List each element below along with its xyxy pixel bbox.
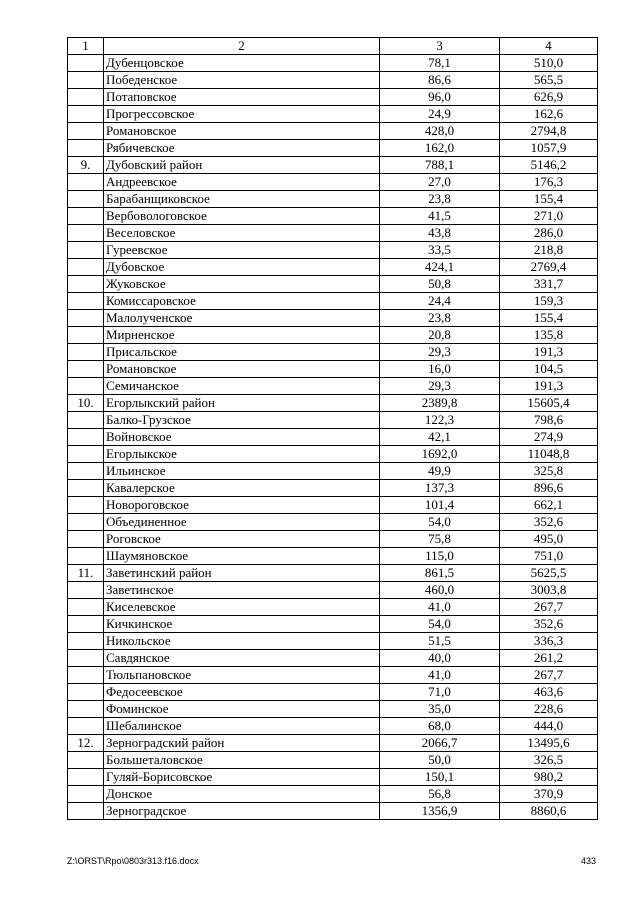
settlement-name-cell: Победенское xyxy=(104,72,380,89)
table-row xyxy=(68,378,598,395)
value-col4-cell: 2769,4 xyxy=(500,259,598,276)
row-number-cell xyxy=(68,55,104,72)
value-col3-cell: 1692,0 xyxy=(380,446,500,463)
table-row xyxy=(68,735,598,752)
value-col4-cell: 228,6 xyxy=(500,701,598,718)
settlement-name-cell: Заветинское xyxy=(104,582,380,599)
value-col4-cell: 8860,6 xyxy=(500,803,598,820)
table-row xyxy=(68,531,598,548)
value-col3-cell: 75,8 xyxy=(380,531,500,548)
settlement-name-cell: Кичкинское xyxy=(104,616,380,633)
footer-page-number: 433 xyxy=(580,856,596,866)
value-col4-cell: 352,6 xyxy=(500,616,598,633)
value-col3-cell: 50,0 xyxy=(380,752,500,769)
row-number-cell xyxy=(68,752,104,769)
settlement-name-cell: Андреевское xyxy=(104,174,380,191)
settlement-name-cell: Гуляй-Борисовское xyxy=(104,769,380,786)
settlement-name-cell: Федосеевское xyxy=(104,684,380,701)
row-number-cell xyxy=(68,208,104,225)
row-number-cell xyxy=(68,616,104,633)
settlement-name-cell: Донское xyxy=(104,786,380,803)
settlement-name-cell: Войновское xyxy=(104,429,380,446)
footer-file-path: Z:\ORST\Rpo\0803r313.f16.docx xyxy=(67,856,199,866)
value-col4-cell: 159,3 xyxy=(500,293,598,310)
row-number-cell xyxy=(68,89,104,106)
row-number-cell: 9. xyxy=(68,157,104,174)
value-col4-cell: 1057,9 xyxy=(500,140,598,157)
value-col3-cell: 29,3 xyxy=(380,378,500,395)
value-col4-cell: 271,0 xyxy=(500,208,598,225)
row-number-cell xyxy=(68,72,104,89)
row-number-cell: 10. xyxy=(68,395,104,412)
value-col4-cell: 980,2 xyxy=(500,769,598,786)
value-col4-cell: 155,4 xyxy=(500,191,598,208)
table-row xyxy=(68,497,598,514)
value-col4-cell: 331,7 xyxy=(500,276,598,293)
value-col3-cell: 41,0 xyxy=(380,667,500,684)
settlement-name-cell: Малолученское xyxy=(104,310,380,327)
settlement-name-cell: Ильинское xyxy=(104,463,380,480)
value-col3-cell: 20,8 xyxy=(380,327,500,344)
table-row xyxy=(68,429,598,446)
value-col3-cell: 162,0 xyxy=(380,140,500,157)
value-col3-cell: 424,1 xyxy=(380,259,500,276)
settlement-name-cell: Романовское xyxy=(104,123,380,140)
table-row xyxy=(68,276,598,293)
table-row xyxy=(68,480,598,497)
value-col3-cell: 78,1 xyxy=(380,55,500,72)
value-col4-cell: 463,6 xyxy=(500,684,598,701)
value-col3-cell: 150,1 xyxy=(380,769,500,786)
settlement-name-cell: Веселовское xyxy=(104,225,380,242)
settlement-name-cell: Никольское xyxy=(104,633,380,650)
row-number-cell xyxy=(68,531,104,548)
settlement-name-cell: Прогрессовское xyxy=(104,106,380,123)
table-row xyxy=(68,446,598,463)
table-row xyxy=(68,786,598,803)
value-col3-cell: 42,1 xyxy=(380,429,500,446)
value-col3-cell: 2066,7 xyxy=(380,735,500,752)
row-number-cell xyxy=(68,378,104,395)
row-number-cell xyxy=(68,327,104,344)
settlement-name-cell: Шаумяновское xyxy=(104,548,380,565)
value-col3-cell: 861,5 xyxy=(380,565,500,582)
table-row xyxy=(68,514,598,531)
table-row xyxy=(68,769,598,786)
value-col3-cell: 122,3 xyxy=(380,412,500,429)
table-row xyxy=(68,72,598,89)
row-number-cell: 12. xyxy=(68,735,104,752)
row-number-cell: 11. xyxy=(68,565,104,582)
value-col4-cell: 261,2 xyxy=(500,650,598,667)
settlement-name-cell: Жуковское xyxy=(104,276,380,293)
value-col3-cell: 54,0 xyxy=(380,616,500,633)
value-col4-cell: 326,5 xyxy=(500,752,598,769)
table-row xyxy=(68,565,598,582)
value-col3-cell: 49,9 xyxy=(380,463,500,480)
table-header-row xyxy=(68,38,598,55)
header-cell-3: 3 xyxy=(380,38,500,55)
value-col3-cell: 460,0 xyxy=(380,582,500,599)
value-col3-cell: 115,0 xyxy=(380,548,500,565)
table-row xyxy=(68,140,598,157)
value-col3-cell: 71,0 xyxy=(380,684,500,701)
settlement-name-cell: Комиссаровское xyxy=(104,293,380,310)
row-number-cell xyxy=(68,412,104,429)
settlement-name-cell: Новороговское xyxy=(104,497,380,514)
row-number-cell xyxy=(68,599,104,616)
value-col4-cell: 135,8 xyxy=(500,327,598,344)
value-col3-cell: 29,3 xyxy=(380,344,500,361)
settlement-name-cell: Егорлыкский район xyxy=(104,395,380,412)
value-col4-cell: 176,3 xyxy=(500,174,598,191)
header-cell-4: 4 xyxy=(500,38,598,55)
row-number-cell xyxy=(68,191,104,208)
table-row xyxy=(68,684,598,701)
settlement-name-cell: Зерноградский район xyxy=(104,735,380,752)
value-col3-cell: 40,0 xyxy=(380,650,500,667)
value-col3-cell: 428,0 xyxy=(380,123,500,140)
table-row xyxy=(68,803,598,820)
settlement-name-cell: Зерноградское xyxy=(104,803,380,820)
value-col3-cell: 96,0 xyxy=(380,89,500,106)
table-row xyxy=(68,548,598,565)
table-row xyxy=(68,259,598,276)
row-number-cell xyxy=(68,786,104,803)
value-col3-cell: 137,3 xyxy=(380,480,500,497)
value-col4-cell: 218,8 xyxy=(500,242,598,259)
table-row xyxy=(68,650,598,667)
row-number-cell xyxy=(68,140,104,157)
value-col3-cell: 16,0 xyxy=(380,361,500,378)
value-col3-cell: 101,4 xyxy=(380,497,500,514)
row-number-cell xyxy=(68,259,104,276)
row-number-cell xyxy=(68,667,104,684)
table-row xyxy=(68,191,598,208)
settlement-name-cell: Дубовское xyxy=(104,259,380,276)
row-number-cell xyxy=(68,123,104,140)
value-col3-cell: 41,0 xyxy=(380,599,500,616)
row-number-cell xyxy=(68,650,104,667)
value-col3-cell: 51,5 xyxy=(380,633,500,650)
table-row xyxy=(68,293,598,310)
settlement-name-cell: Дубенцовское xyxy=(104,55,380,72)
settlement-name-cell: Шебалинское xyxy=(104,718,380,735)
value-col3-cell: 86,6 xyxy=(380,72,500,89)
table-row xyxy=(68,225,598,242)
value-col3-cell: 68,0 xyxy=(380,718,500,735)
table-row xyxy=(68,463,598,480)
row-number-cell xyxy=(68,361,104,378)
settlement-name-cell: Егорлыкское xyxy=(104,446,380,463)
row-number-cell xyxy=(68,293,104,310)
value-col4-cell: 510,0 xyxy=(500,55,598,72)
row-number-cell xyxy=(68,174,104,191)
settlement-name-cell: Дубовский район xyxy=(104,157,380,174)
table-row xyxy=(68,361,598,378)
table-row xyxy=(68,582,598,599)
value-col3-cell: 24,9 xyxy=(380,106,500,123)
row-number-cell xyxy=(68,718,104,735)
row-number-cell xyxy=(68,803,104,820)
row-number-cell xyxy=(68,276,104,293)
value-col4-cell: 15605,4 xyxy=(500,395,598,412)
table-row xyxy=(68,310,598,327)
value-col4-cell: 336,3 xyxy=(500,633,598,650)
row-number-cell xyxy=(68,242,104,259)
table-row xyxy=(68,395,598,412)
value-col4-cell: 798,6 xyxy=(500,412,598,429)
settlement-name-cell: Семичанское xyxy=(104,378,380,395)
table-row xyxy=(68,327,598,344)
value-col3-cell: 33,5 xyxy=(380,242,500,259)
value-col4-cell: 352,6 xyxy=(500,514,598,531)
table-row xyxy=(68,616,598,633)
value-col4-cell: 13495,6 xyxy=(500,735,598,752)
value-col4-cell: 626,9 xyxy=(500,89,598,106)
table-row xyxy=(68,208,598,225)
value-col4-cell: 274,9 xyxy=(500,429,598,446)
settlement-name-cell: Рябичевское xyxy=(104,140,380,157)
value-col3-cell: 23,8 xyxy=(380,191,500,208)
row-number-cell xyxy=(68,429,104,446)
settlement-name-cell: Кавалерское xyxy=(104,480,380,497)
row-number-cell xyxy=(68,684,104,701)
value-col4-cell: 267,7 xyxy=(500,599,598,616)
settlement-name-cell: Гуреевское xyxy=(104,242,380,259)
row-number-cell xyxy=(68,463,104,480)
value-col4-cell: 5625,5 xyxy=(500,565,598,582)
row-number-cell xyxy=(68,582,104,599)
value-col4-cell: 267,7 xyxy=(500,667,598,684)
header-cell-2: 2 xyxy=(104,38,380,55)
row-number-cell xyxy=(68,106,104,123)
row-number-cell xyxy=(68,548,104,565)
value-col3-cell: 1356,9 xyxy=(380,803,500,820)
settlement-name-cell: Большеталовское xyxy=(104,752,380,769)
value-col4-cell: 162,6 xyxy=(500,106,598,123)
value-col4-cell: 325,8 xyxy=(500,463,598,480)
row-number-cell xyxy=(68,769,104,786)
value-col3-cell: 24,4 xyxy=(380,293,500,310)
row-number-cell xyxy=(68,514,104,531)
value-col3-cell: 788,1 xyxy=(380,157,500,174)
value-col3-cell: 50,8 xyxy=(380,276,500,293)
table-row xyxy=(68,599,598,616)
settlement-name-cell: Романовское xyxy=(104,361,380,378)
row-number-cell xyxy=(68,310,104,327)
table-row xyxy=(68,89,598,106)
table-row xyxy=(68,344,598,361)
value-col4-cell: 11048,8 xyxy=(500,446,598,463)
settlement-name-cell: Мирненское xyxy=(104,327,380,344)
table-body xyxy=(68,38,598,820)
table-row xyxy=(68,123,598,140)
value-col4-cell: 191,3 xyxy=(500,378,598,395)
table-row xyxy=(68,106,598,123)
table-row xyxy=(68,752,598,769)
row-number-cell xyxy=(68,480,104,497)
value-col4-cell: 751,0 xyxy=(500,548,598,565)
row-number-cell xyxy=(68,633,104,650)
value-col4-cell: 495,0 xyxy=(500,531,598,548)
settlement-name-cell: Присальское xyxy=(104,344,380,361)
value-col3-cell: 43,8 xyxy=(380,225,500,242)
settlement-name-cell: Тюльпановское xyxy=(104,667,380,684)
value-col3-cell: 27,0 xyxy=(380,174,500,191)
settlement-name-cell: Роговское xyxy=(104,531,380,548)
table-row xyxy=(68,157,598,174)
value-col3-cell: 41,5 xyxy=(380,208,500,225)
header-cell-1: 1 xyxy=(68,38,104,55)
row-number-cell xyxy=(68,701,104,718)
table-row xyxy=(68,718,598,735)
settlement-name-cell: Потаповское xyxy=(104,89,380,106)
table-row xyxy=(68,242,598,259)
table-row xyxy=(68,701,598,718)
value-col4-cell: 191,3 xyxy=(500,344,598,361)
settlement-name-cell: Барабанщиковское xyxy=(104,191,380,208)
settlement-name-cell: Фоминское xyxy=(104,701,380,718)
data-table xyxy=(67,37,598,820)
table-row xyxy=(68,412,598,429)
row-number-cell xyxy=(68,446,104,463)
settlement-name-cell: Вербовологовское xyxy=(104,208,380,225)
value-col3-cell: 2389,8 xyxy=(380,395,500,412)
table-row xyxy=(68,55,598,72)
value-col4-cell: 5146,2 xyxy=(500,157,598,174)
value-col4-cell: 662,1 xyxy=(500,497,598,514)
settlement-name-cell: Савдянское xyxy=(104,650,380,667)
value-col4-cell: 444,0 xyxy=(500,718,598,735)
value-col3-cell: 56,8 xyxy=(380,786,500,803)
table-row xyxy=(68,667,598,684)
settlement-name-cell: Балко-Грузское xyxy=(104,412,380,429)
row-number-cell xyxy=(68,225,104,242)
value-col4-cell: 896,6 xyxy=(500,480,598,497)
value-col3-cell: 23,8 xyxy=(380,310,500,327)
value-col4-cell: 2794,8 xyxy=(500,123,598,140)
value-col4-cell: 3003,8 xyxy=(500,582,598,599)
value-col4-cell: 565,5 xyxy=(500,72,598,89)
value-col3-cell: 54,0 xyxy=(380,514,500,531)
value-col4-cell: 104,5 xyxy=(500,361,598,378)
row-number-cell xyxy=(68,344,104,361)
settlement-name-cell: Киселевское xyxy=(104,599,380,616)
value-col4-cell: 155,4 xyxy=(500,310,598,327)
settlement-name-cell: Объединенное xyxy=(104,514,380,531)
value-col4-cell: 370,9 xyxy=(500,786,598,803)
value-col4-cell: 286,0 xyxy=(500,225,598,242)
table-row xyxy=(68,174,598,191)
table-row xyxy=(68,633,598,650)
value-col3-cell: 35,0 xyxy=(380,701,500,718)
row-number-cell xyxy=(68,497,104,514)
settlement-name-cell: Заветинский район xyxy=(104,565,380,582)
